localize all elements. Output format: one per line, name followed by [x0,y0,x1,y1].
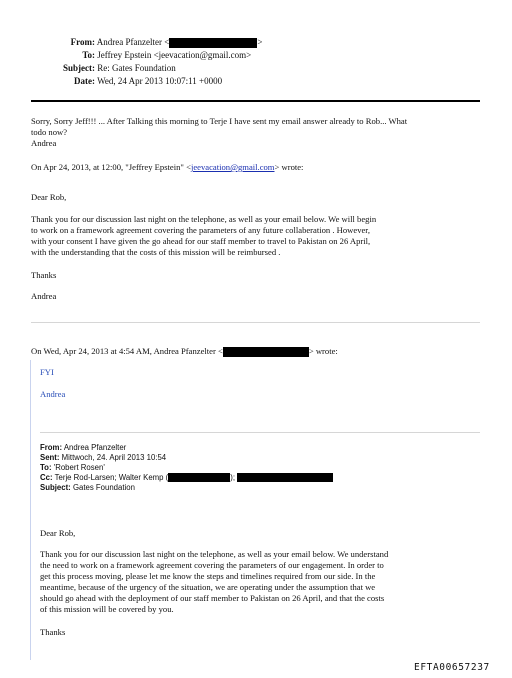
original-body-line: Thank you for our discussion last night on the telephone, as well as your email below. We understand [40,549,389,559]
header-subject-row [20,62,176,75]
quote1-signature: Andrea [31,291,57,301]
original-body-line: meantime, because of the urgency of the situation, we are operating under the assumption that we [40,582,376,592]
quote1-intro-suffix: > wrote: [274,162,304,172]
original-body-line: the need to work on a framework agreement covering the parameters of our engagement. In order to [40,560,384,570]
quote2-fyi: FYI [40,367,54,377]
inner-cc-row [40,473,333,483]
header-date-label: Date: [74,76,95,86]
inner-header [40,443,333,493]
email-link[interactable]: jeevacation@gmail.com [190,162,275,172]
redaction-bar [169,38,257,48]
quote1-body-line: Thank you for our discussion last night on the telephone, as well as your email below. We will begin [31,214,377,224]
inner-cc-mid: ); [230,473,236,482]
inner-header-divider [40,432,480,433]
reply-line-2: todo now? [31,127,68,137]
redaction-bar [168,473,230,482]
header-to-row [20,49,251,62]
reply-line-1: Sorry, Sorry Jeff!!! ... After Talking this morning to Terje I have sent my email answer already to Rob... What [31,116,408,126]
header-from-suffix: > [257,37,263,47]
header-from-label: From: [70,37,95,47]
header-date-row [20,75,222,88]
original-body-line: of this mission will be covered by you. [40,604,174,614]
quote1-body-line: with your consent I have given the go ahead for our staff member to travel to Pakistan on 26 April, [31,236,371,246]
header-to-label: To: [82,50,95,60]
inner-subject-row [40,483,333,493]
original-greeting: Dear Rob, [40,528,76,538]
original-body-line: get this process moving, please let me know the steps and timelines required from our side. In the [40,571,376,581]
inner-to-label: To: [40,463,52,472]
quote2-intro-suffix: > wrote: [308,346,338,356]
reply-signature: Andrea [31,138,57,148]
inner-subject-label: Subject: [40,483,71,492]
original-body-line: should go ahead with the deployment of our staff member to Pakistan on 26 April, and that the costs [40,593,385,603]
inner-sent-label: Sent: [40,453,60,462]
quote1-intro-prefix: On Apr 24, 2013, at 12:00, "Jeffrey Epstein" < [31,162,191,172]
quote1-greeting: Dear Rob, [31,192,67,202]
inner-from-value: Andrea Pfanzelter [63,443,127,452]
inner-to-value: 'Robert Rosen' [53,463,105,472]
quote2-signature: Andrea [40,389,66,399]
inner-from-label: From: [40,443,63,452]
header-to-value: Jeffrey Epstein <jeevacation@gmail.com> [97,50,252,60]
quote1-intro [31,162,479,173]
redaction-bar [237,473,333,482]
redaction-bar [223,347,309,357]
quote-bar [30,360,31,660]
inner-cc-label: Cc: [40,473,53,482]
quote1-body-line: with the understanding that the costs of this mission will be reimbursed . [31,247,281,257]
quote1-thanks: Thanks [31,270,57,280]
quote2-intro [31,346,479,357]
section-divider [31,322,480,323]
header-from-value: Andrea Pfanzelter < [96,37,170,47]
inner-sent-row [40,453,333,463]
quote1-body-line: to work on a framework agreement covering the parameters of any future collaberation . However, [31,225,370,235]
inner-cc-value: Terje Rod-Larsen; Walter Kemp ( [54,473,169,482]
inner-from-row [40,443,333,453]
inner-to-row [40,463,333,473]
inner-sent-value: Mittwoch, 24. April 2013 10:54 [61,453,167,462]
quote2-intro-prefix: On Wed, Apr 24, 2013 at 4:54 AM, Andrea Pfanzelter < [31,346,223,356]
header-subject-label: Subject: [63,63,95,73]
header-from-row [20,36,262,49]
header-date-value: Wed, 24 Apr 2013 10:07:11 +0000 [97,76,223,86]
original-thanks: Thanks [40,627,66,637]
header-divider [31,100,480,102]
inner-subject-value: Gates Foundation [72,483,135,492]
document-id: EFTA00657237 [414,662,490,673]
header-subject-value: Re: Gates Foundation [97,63,176,73]
